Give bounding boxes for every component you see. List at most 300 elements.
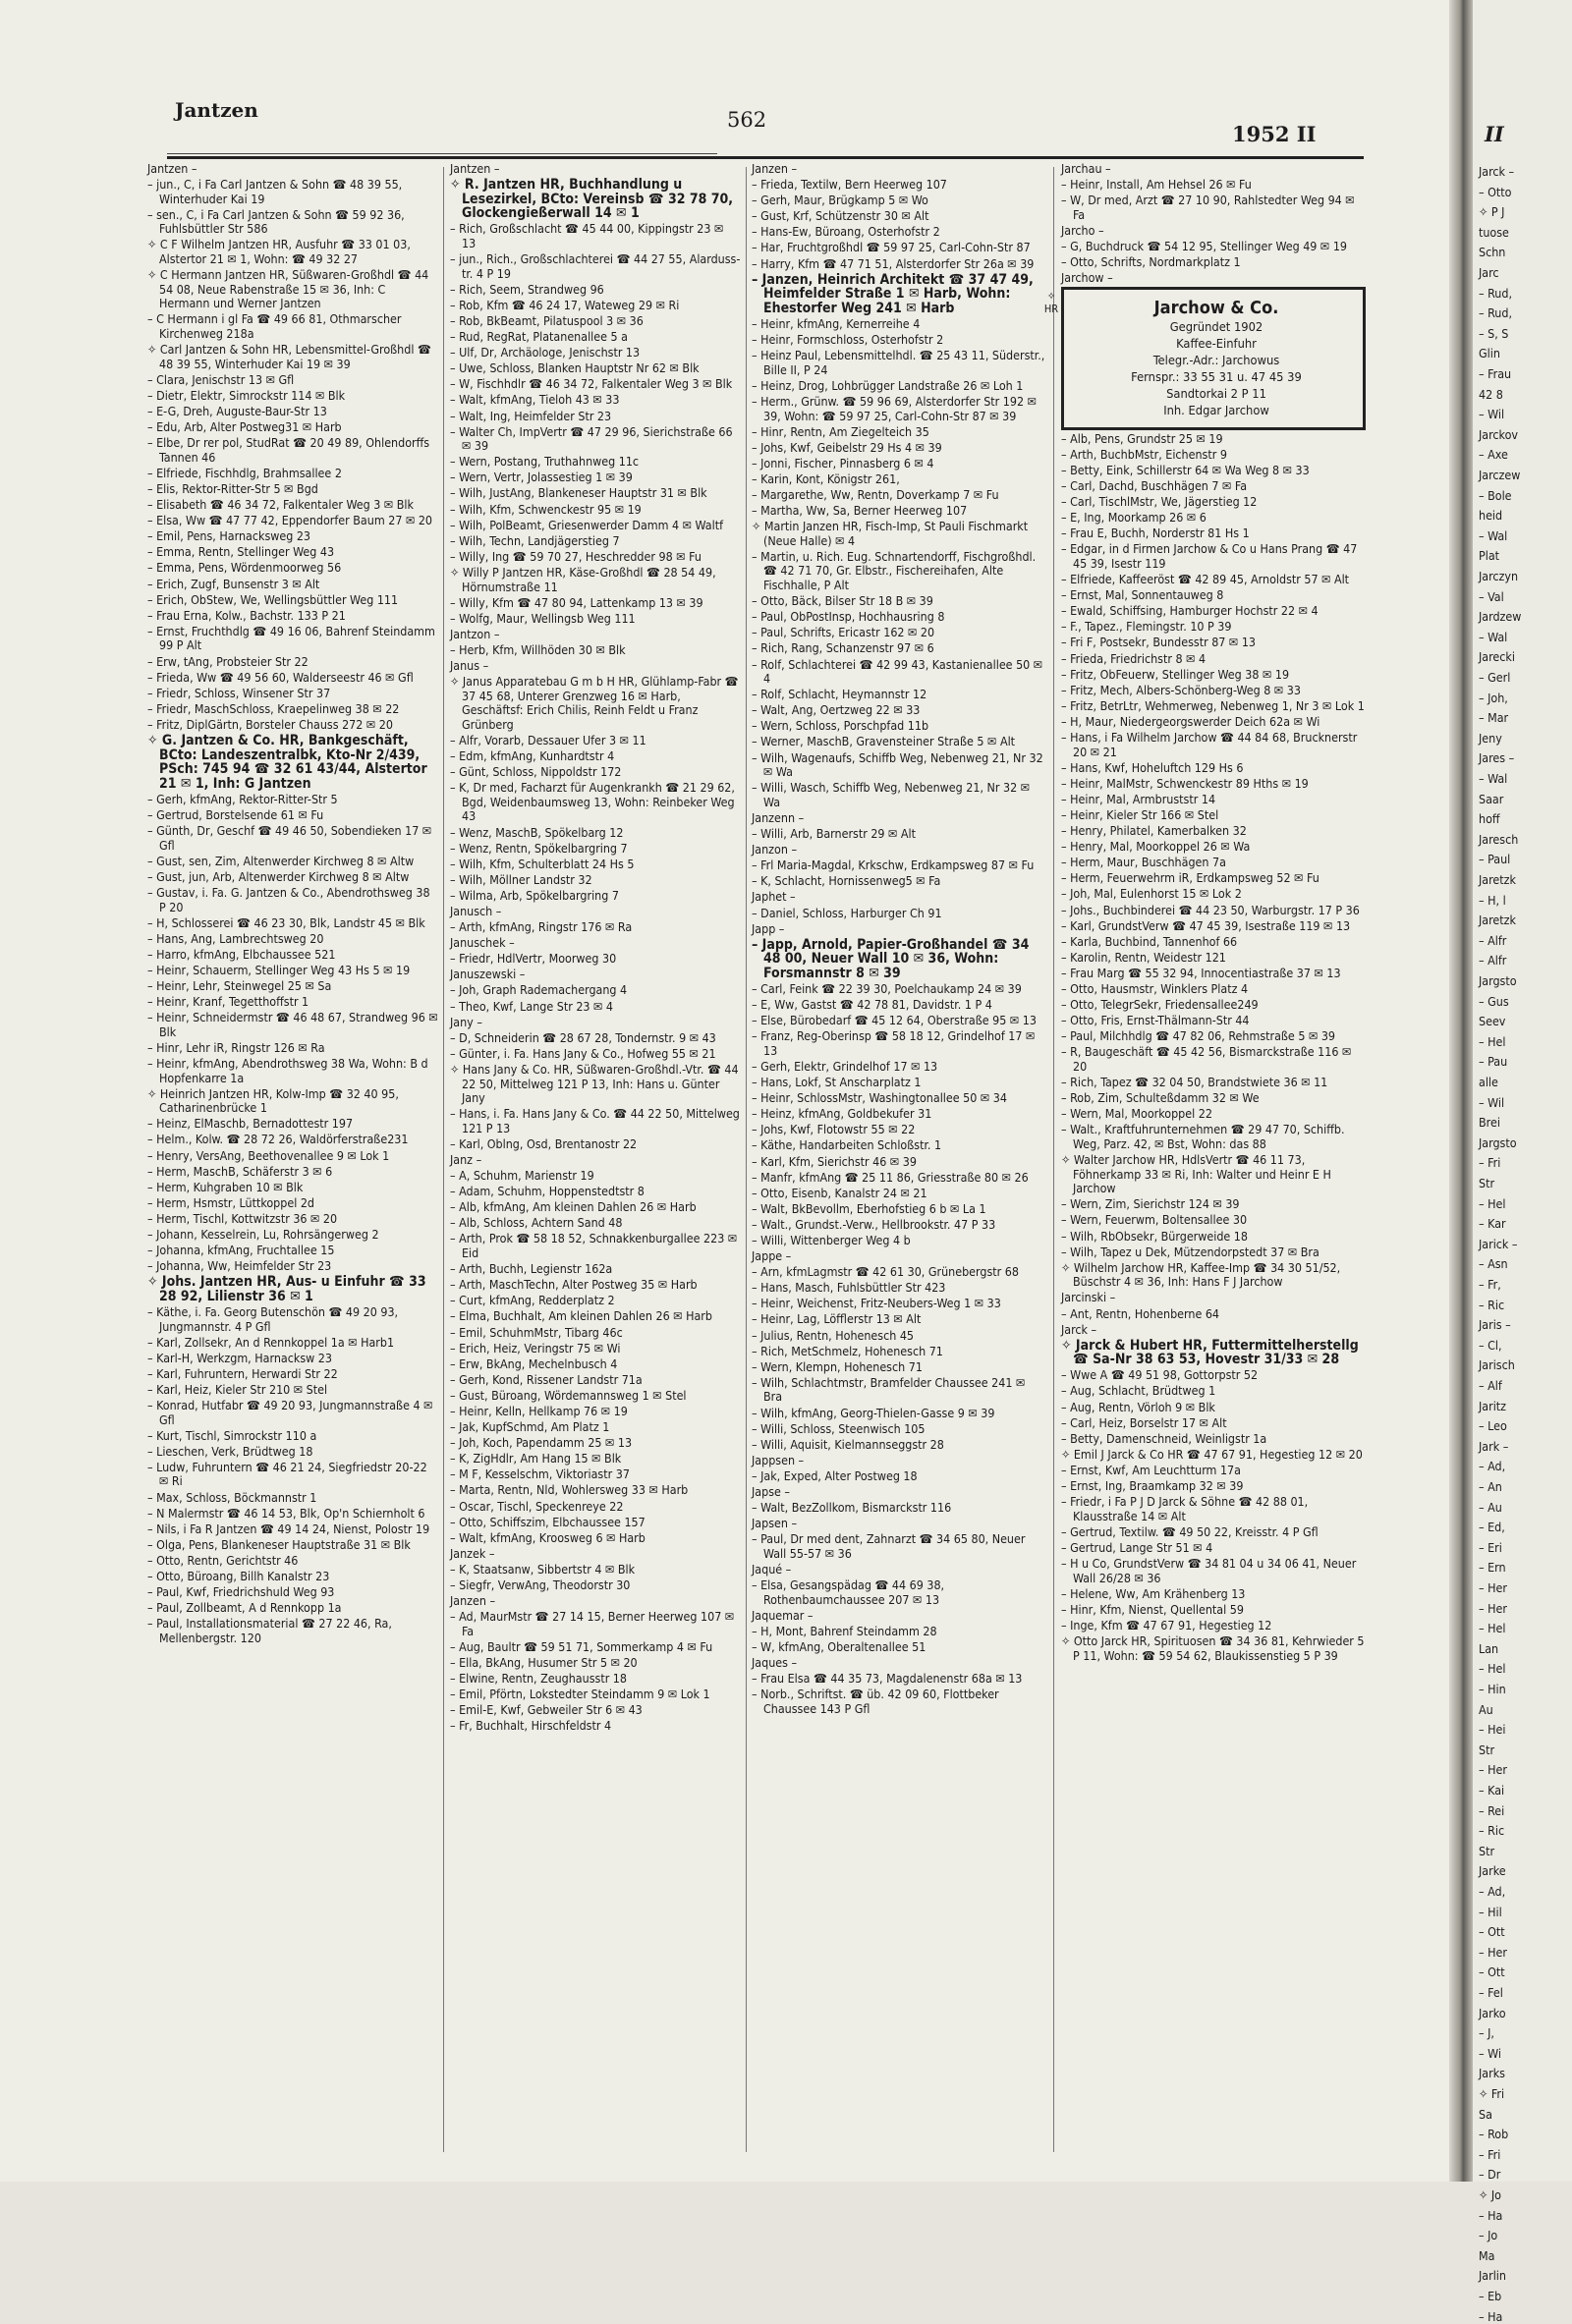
next-page-line: – Fel — [1479, 1985, 1503, 2000]
directory-entry: – A, Schuhm, Marienstr 19 — [450, 1168, 594, 1184]
directory-entry: – Emil, Pens, Harnacksweg 23 — [147, 528, 311, 544]
directory-entry: – Paul, Dr med dent, Zahnarzt ☎ 34 65 80, Neuer Wall 55-57 ✉ 36 — [752, 1531, 1026, 1561]
next-page-line: – Gerl — [1479, 670, 1511, 685]
directory-entry: – Wilh, Möllner Landstr 32 — [450, 871, 592, 887]
next-page-edge — [1473, 0, 1572, 2324]
next-page-line: Jarecki — [1479, 649, 1515, 665]
directory-entry: – Wilh, Wagenaufs, Schiffb Weg, Nebenweg 21, Nr 32 ✉ Wa — [752, 749, 1043, 780]
directory-entry: – Otto, Schrifts, Nordmarkplatz 1 — [1061, 254, 1241, 270]
directory-entry: – Günth, Dr, Geschf ☎ 49 46 50, Sobendieken 17 ✉ Gfl — [147, 823, 432, 853]
directory-entry: – Arth, Prok ☎ 58 18 52, Schnakkenburgallee 223 ✉ Eid — [450, 1231, 738, 1261]
next-page-line: – Ern — [1479, 1560, 1506, 1576]
directory-entry: – Gerh, kfmAng, Rektor-Ritter-Str 5 — [147, 791, 338, 806]
directory-entry: – Arth, MaschTechn, Alter Postweg 35 ✉ Harb — [450, 1277, 698, 1293]
directory-entry: – Karin, Kont, Königstr 261, — [752, 470, 900, 486]
surname-heading: Jaques – — [752, 1655, 798, 1670]
directory-entry: – Emma, Pens, Wördenmoorweg 56 — [147, 560, 342, 576]
next-page-line: – Kar — [1479, 1216, 1506, 1232]
next-page-line: Plat — [1479, 548, 1500, 564]
next-page-line: hoff — [1479, 811, 1500, 827]
directory-entry: – Heinr, Schauerm, Stellinger Weg 43 Hs 5 ✉ 19 — [147, 962, 411, 977]
directory-entry: – Friedr, i Fa P J D Jarck & Söhne ☎ 42 88 01, Klausstraße 14 ✉ Alt — [1061, 1494, 1309, 1523]
directory-entry: – Walt, Ing, Heimfelder Str 23 — [450, 408, 612, 423]
next-page-line: – Pau — [1479, 1054, 1508, 1070]
next-page-line: – Ed, — [1479, 1520, 1505, 1535]
next-page-line: – Fri — [1479, 1155, 1501, 1171]
next-page-line: Jarisch — [1479, 1357, 1515, 1373]
surname-heading: Japsen – — [752, 1516, 798, 1531]
directory-entry: – Walt., Kraftfuhrunternehmen ☎ 29 47 70, Schiffb. Weg, Parz. 42, ✉ Bst, Wohn: das 88 — [1061, 1122, 1345, 1151]
directory-entry: – Daniel, Schloss, Harburger Ch 91 — [752, 905, 942, 920]
next-page-line: – Hin — [1479, 1682, 1506, 1696]
directory-entry: ✧ R. Jantzen HR, Buchhandlung u Lesezirkel, BCto: Vereinsb ☎ 32 78 70, Glockengießerwall 14 ✉ 1 — [450, 177, 734, 222]
directory-entry: – Wilh, Schlachtmstr, Bramfelder Chaussee 241 ✉ Bra — [752, 1374, 1026, 1405]
directory-entry: – Hans, i Fa Wilhelm Jarchow ☎ 44 84 68, Brucknerstr 20 ✉ 21 — [1061, 730, 1358, 759]
directory-entry: – Herm, Kuhgraben 10 ✉ Blk — [147, 1179, 304, 1194]
page-header — [0, 0, 1464, 147]
next-page-line: heid — [1479, 508, 1503, 524]
ad-title: Jarchow & Co. — [1153, 298, 1279, 319]
surname-heading: Jappsen – — [752, 1452, 805, 1467]
directory-entry: – W, Dr med, Arzt ☎ 27 10 90, Rahlstedter Weg 94 ✉ Fa — [1061, 193, 1355, 222]
directory-entry: – Olga, Pens, Blankeneser Hauptstraße 31 ✉ Blk — [147, 1536, 411, 1552]
directory-entry: – Alfr, Vorarb, Dessauer Ufer 3 ✉ 11 — [450, 732, 646, 747]
next-page-line: – Alfr — [1479, 932, 1507, 948]
directory-entry: – Heinz, kfmAng, Goldbekufer 31 — [752, 1106, 932, 1122]
next-page-line: ✧ Fri — [1479, 2086, 1505, 2101]
next-page-line: Str — [1479, 1176, 1495, 1190]
directory-entry: – Kurt, Tischl, Simrockstr 110 a — [147, 1427, 317, 1443]
directory-entry: – Heinr, SchlossMstr, Washingtonallee 50 ✉ 34 — [752, 1090, 1007, 1106]
ad-address: Sandtorkai 2 P 11 — [1166, 387, 1266, 403]
directory-entry: – Gertrud, Textilw. ☎ 49 50 22, Kreisstr. 4 P Gfl — [1061, 1523, 1319, 1539]
next-page-line: Glin — [1479, 346, 1500, 361]
directory-entry: – sen., C, i Fa Carl Jantzen & Sohn ☎ 59 92 36, Fuhlsbüttler Str 586 — [147, 206, 405, 237]
directory-entry: – H, Mont, Bahrenf Steindamm 28 — [752, 1623, 937, 1638]
directory-entry: – K, Staatsanw, Sibbertstr 4 ✉ Blk — [450, 1561, 636, 1577]
directory-entry: – Karolin, Rentn, Weidestr 121 — [1061, 949, 1226, 965]
directory-entry: – Walt, kfmAng, Kroosweg 6 ✉ Harb — [450, 1529, 646, 1545]
directory-entry: – Erw, tAng, Probsteier Str 22 — [147, 653, 309, 669]
next-page-line: – Ad, — [1479, 1884, 1506, 1899]
header-rule-thin — [167, 153, 717, 154]
directory-entry: – Rich, Tapez ☎ 32 04 50, Brandstwiete 36 ✉ 11 — [1061, 1075, 1328, 1090]
surname-heading: Jappe – — [752, 1248, 792, 1264]
directory-entry: – Helm., Kolw. ☎ 28 72 26, Waldörferstraße231 — [147, 1132, 409, 1147]
directory-entry: – Heinr, kfmAng, Abendrothsweg 38 Wa, Wohn: B d Hopfenkarre 1a — [147, 1055, 428, 1085]
next-page-line: Jeny — [1479, 730, 1502, 746]
directory-entry: – Wern, Postang, Truthahnweg 11c — [450, 454, 640, 470]
directory-entry: – Alb, Schloss, Achtern Sand 48 — [450, 1215, 623, 1231]
surname-heading: Japp – — [752, 920, 785, 936]
directory-entry: – Oscar, Tischl, Speckenreye 22 — [450, 1498, 624, 1514]
directory-entry: – Johs., Buchbinderei ☎ 44 23 50, Warburgstr. 17 P 36 — [1061, 902, 1360, 917]
directory-entry: – Gerh, Maur, Brügkamp 5 ✉ Wo — [752, 193, 928, 208]
directory-entry: – Herm., Grünw. ☎ 59 96 69, Alsterdorfer Str 192 ✉ 39, Wohn: ☎ 59 97 25, Carl-Cohn-Str 87 ✉ 39 — [752, 393, 1037, 423]
directory-entry: – Rob, Kfm ☎ 46 24 17, Wateweg 29 ✉ Ri — [450, 297, 680, 312]
ad-side-mark: ✧ HR — [1043, 290, 1059, 316]
directory-entry: – Paul, Milchhdlg ☎ 47 82 06, Rehmstraße 5 ✉ 39 — [1061, 1028, 1336, 1044]
directory-entry: – Friedr, Schloss, Winsener Str 37 — [147, 685, 331, 700]
directory-entry: – Frau Erna, Kolw., Bachstr. 133 P 21 — [147, 607, 346, 623]
next-page-line: – S, S — [1479, 325, 1509, 341]
directory-entry: – Carl, TischlMstr, We, Jägerstieg 12 — [1061, 494, 1258, 510]
directory-entry: – Alb, Pens, Grundstr 25 ✉ 19 — [1061, 430, 1223, 446]
surname-heading: Jaqué – — [752, 1561, 792, 1577]
directory-entry: – Gust, Büroang, Wördemannsweg 1 ✉ Stel — [450, 1387, 687, 1403]
directory-entry: – Rich, Rang, Schanzenstr 97 ✉ 6 — [752, 640, 934, 656]
directory-entry: – Ernst, Ing, Braamkamp 32 ✉ 39 — [1061, 1478, 1244, 1494]
directory-entry: – Herm, Tischl, Kottwitzstr 36 ✉ 20 — [147, 1210, 338, 1226]
directory-entry: – Edgar, in d Firmen Jarchow & Co u Hans Prang ☎ 47 45 39, Isestr 119 — [1061, 541, 1358, 571]
directory-entry: – Joh, Koch, Papendamm 25 ✉ 13 — [450, 1435, 633, 1451]
directory-entry: – Käthe, Handarbeiten Schloßstr. 1 — [752, 1137, 942, 1153]
directory-entry: – Gustav, i. Fa. G. Jantzen & Co., Abendrothsweg 38 P 20 — [147, 884, 430, 914]
directory-entry: – Marta, Rentn, Nld, Wohlersweg 33 ✉ Harb — [450, 1482, 689, 1498]
next-page-line: – Val — [1479, 588, 1504, 604]
next-page-line: – Hel — [1479, 1033, 1506, 1049]
directory-entry: – Friedr, HdlVertr, Moorweg 30 — [450, 951, 617, 967]
next-page-line: Jaris – — [1479, 1317, 1511, 1333]
directory-entry: – Paul, Installationsmaterial ☎ 27 22 46, Ra, Mellenbergstr. 120 — [147, 1616, 392, 1645]
directory-entry: – Erich, ObStew, We, Wellingsbüttler Weg 111 — [147, 591, 399, 607]
directory-entry: – Heinr, Kelln, Hellkamp 76 ✉ 19 — [450, 1404, 628, 1418]
directory-entry: – Arth, kfmAng, Ringstr 176 ✉ Ra — [450, 919, 633, 935]
directory-entry: – E-G, Dreh, Auguste-Baur-Str 13 — [147, 404, 327, 418]
next-page-line: – An — [1479, 1479, 1502, 1494]
directory-entry: – Otto, Rentn, Gerichtstr 46 — [147, 1552, 299, 1568]
directory-entry: – Manfr, kfmAng ☎ 25 11 86, Griesstraße 80 ✉ 26 — [752, 1169, 1029, 1185]
directory-entry: – Adam, Schuhm, Hoppenstedtstr 8 — [450, 1184, 645, 1199]
directory-entry: – Frieda, Friedrichstr 8 ✉ 4 — [1061, 650, 1207, 666]
next-page-line: – Joh, — [1479, 690, 1508, 705]
directory-entry: – Inge, Kfm ☎ 47 67 91, Hegestieg 12 — [1061, 1617, 1272, 1632]
next-page-line: – Rud, — [1479, 305, 1512, 321]
directory-entry: – Jak, Exped, Alter Postweg 18 — [752, 1467, 918, 1483]
directory-entry: ✧ G. Jantzen & Co. HR, Bankgeschäft, BCto: Landeszentralbk, Kto-Nr 2/439, PSch: 745 94 ☎ 32 61 43/44, Alstertor 21 ✉ 1, Inh: G Jantzen — [147, 732, 427, 792]
next-page-line: – Dr — [1479, 2167, 1501, 2183]
directory-entry: – Heinr, Kieler Str 166 ✉ Stel — [1061, 807, 1219, 822]
directory-entry: – Heinr, Install, Am Hehsel 26 ✉ Fu — [1061, 177, 1252, 193]
next-page-line: – Mar — [1479, 710, 1509, 726]
surname-heading: Jantzen – — [450, 161, 500, 176]
directory-entry: – Heinr, Kranf, Tegetthoffstr 1 — [147, 994, 309, 1010]
directory-entry: – Johann, Kesselrein, Lu, Rohrsängerweg 2 — [147, 1226, 379, 1242]
directory-entry: – K, Dr med, Facharzt für Augenkrankh ☎ 21 29 62, Bgd, Weidenbaumsweg 13, Wohn: Reinbeker Weg 43 — [450, 780, 735, 824]
next-page-line: – Wal — [1479, 771, 1508, 786]
directory-entry: – Paul, ObPostInsp, Hochhausring 8 — [752, 609, 945, 625]
directory-entry: – Otto, Hausmstr, Winklers Platz 4 — [1061, 981, 1249, 997]
directory-entry: – Henry, Mal, Moorkoppel 26 ✉ Wa — [1061, 839, 1251, 855]
directory-entry: – Karl, Zollsekr, An d Rennkoppel 1a ✉ Harb1 — [147, 1334, 395, 1350]
next-page-line: Brei — [1479, 1115, 1500, 1131]
directory-entry: – Nils, i Fa R Jantzen ☎ 49 14 24, Nienst, Polostr 19 — [147, 1521, 430, 1536]
directory-entry: – Otto, Bäck, Bilser Str 18 B ✉ 39 — [752, 593, 933, 609]
next-page-line: Schn — [1479, 245, 1506, 260]
directory-entry: ✧ Carl Jantzen & Sohn HR, Lebensmittel-Großhdl ☎ 48 39 55, Winterhuder Kai 19 ✉ 39 — [147, 342, 431, 371]
directory-entry: – Martin, u. Rich. Eug. Schnartendorff, Fischgroßhdl. ☎ 42 71 70, Gr. Elbstr., Fischereihafen, Alte Fischhalle, P Alt — [752, 548, 1037, 593]
directory-entry: – Elsa, Gesangspädag ☎ 44 69 38, Rothenbaumchaussee 207 ✉ 13 — [752, 1577, 945, 1607]
directory-entry: – Wenz, MaschB, Spökelbarg 12 — [450, 824, 624, 840]
directory-entry: – Harry, Kfm ☎ 47 71 51, Alsterdorfer Str 26a ✉ 39 — [752, 255, 1035, 271]
directory-entry: – Herb, Kfm, Willhöden 30 ✉ Blk — [450, 641, 626, 657]
next-page-line: – Ha — [1479, 2207, 1503, 2223]
directory-entry: – Heinr, Lag, Löfflerstr 13 ✉ Alt — [752, 1311, 922, 1327]
directory-entry: – Walt, BezZollkom, Bismarckstr 116 — [752, 1500, 952, 1516]
directory-entry: – Arth, Buchh, Legienstr 162a — [450, 1261, 613, 1277]
next-page-line: – J, — [1479, 2025, 1494, 2041]
next-page-line: – Fr, — [1479, 1277, 1501, 1292]
directory-entry: – Wilh, Kfm, Schulterblatt 24 Hs 5 — [450, 856, 635, 871]
directory-entry: – Elwine, Rentn, Zeughausstr 18 — [450, 1671, 627, 1687]
next-page-line: – Ha — [1479, 2308, 1503, 2324]
directory-entry: – Herm, Maur, Buschhägen 7a — [1061, 855, 1226, 870]
next-page-line: – Gus — [1479, 993, 1509, 1009]
next-page-line: Jarks — [1479, 2066, 1505, 2081]
directory-entry: – Arn, kfmLagmstr ☎ 42 61 30, Grünebergstr 68 — [752, 1264, 1019, 1280]
directory-entry: – Elfriede, Kaffeeröst ☎ 42 89 45, Arnoldstr 57 ✉ Alt — [1061, 572, 1350, 587]
directory-entry: – Rich, Seem, Strandweg 96 — [450, 281, 604, 297]
directory-entry: ✧ Otto Jarck HR, Spirituosen ☎ 34 36 81, Kehrwieder 5 P 11, Wohn: ☎ 59 54 62, Blaukissenstieg 5 P 39 — [1061, 1632, 1365, 1663]
directory-entry: – Curt, kfmAng, Redderplatz 2 — [450, 1293, 615, 1308]
surname-heading: Janzek – — [450, 1545, 495, 1561]
directory-entry: – Hans, Ang, Lambrechtsweg 20 — [147, 930, 324, 946]
directory-entry: – Walt., Grundst.-Verw., Hellbrookstr. 47 P 33 — [752, 1216, 996, 1232]
directory-entry: – Ludw, Fuhruntern ☎ 46 21 24, Siegfriedstr 20-22 ✉ Ri — [147, 1459, 427, 1489]
directory-entry: – Heinr, Mal, Armbruststr 14 — [1061, 791, 1216, 806]
directory-entry: ✧ Emil J Jarck & Co HR ☎ 47 67 91, Hegestieg 12 ✉ 20 — [1061, 1446, 1363, 1462]
directory-entry: – Ella, BkAng, Husumer Str 5 ✉ 20 — [450, 1655, 638, 1670]
surname-heading: Jarcinski – — [1061, 1290, 1116, 1305]
directory-entry: – Johanna, kfmAng, Fruchtallee 15 — [147, 1243, 335, 1258]
next-page-line: – Her — [1479, 1600, 1507, 1616]
directory-entry: – Wwe A ☎ 49 51 98, Gottorpstr 52 — [1061, 1367, 1259, 1383]
directory-entry: – Karl, Fuhruntern, Herwardi Str 22 — [147, 1365, 338, 1381]
next-page-line: – Wi — [1479, 2045, 1501, 2061]
next-page-line: – Rob — [1479, 2127, 1509, 2142]
next-page-line: – Fri — [1479, 2146, 1501, 2162]
surname-heading: Janzenn – — [752, 809, 805, 825]
directory-entry: – Gerh, Elektr, Grindelhof 17 ✉ 13 — [752, 1058, 938, 1074]
next-page-line: – Ott — [1479, 1924, 1505, 1940]
directory-entry: – Otto, Fris, Ernst-Thälmann-Str 44 — [1061, 1013, 1250, 1028]
ad-phone: Fernspr.: 33 55 31 u. 47 45 39 — [1131, 370, 1302, 386]
directory-entry: – Gust, Krf, Schützenstr 30 ✉ Alt — [752, 208, 929, 224]
directory-entry: – H u Co, GrundstVerw ☎ 34 81 04 u 34 06 41, Neuer Wall 26/28 ✉ 36 — [1061, 1556, 1357, 1585]
surname-heading: Jantzon – — [450, 626, 500, 641]
directory-entry: – Janzen, Heinrich Architekt ☎ 37 47 49, Heimfelder Straße 1 ✉ Harb, Wohn: Ehestorfer Weg 241 ✉ Harb — [752, 271, 1034, 316]
directory-entry: – Willi, Schloss, Steenwisch 105 — [752, 1420, 926, 1436]
directory-entry: – Fritz, Mech, Albers-Schönberg-Weg 8 ✉ 33 — [1061, 682, 1301, 697]
next-page-line: Jares – — [1479, 750, 1515, 766]
column-divider — [1053, 167, 1054, 2152]
column-1 — [147, 161, 438, 2162]
directory-entry: – Harro, kfmAng, Elbchaussee 521 — [147, 946, 336, 962]
directory-entry: – Franz, Reg-Oberinsp ☎ 58 18 12, Grindelhof 17 ✉ 13 — [752, 1028, 1036, 1058]
next-page-header: II — [1485, 122, 1504, 146]
directory-entry: – M F, Kesselschm, Viktoriastr 37 — [450, 1466, 630, 1482]
directory-entry: – W, kfmAng, Oberaltenallee 51 — [752, 1638, 926, 1654]
directory-entry: – Fr, Buchhalt, Hirschfeldstr 4 — [450, 1718, 612, 1734]
directory-entry: – Heinr, Weichenst, Fritz-Neubers-Weg 1 ✉ 33 — [752, 1296, 1001, 1311]
next-page-line: Jarc — [1479, 265, 1499, 280]
next-page-line: ✧ Jo — [1479, 2187, 1501, 2202]
directory-entry: – Karl, Oblng, Osd, Brentanostr 22 — [450, 1135, 638, 1151]
directory-entry: – Henry, Philatel, Kamerbalken 32 — [1061, 823, 1247, 839]
column-divider — [746, 167, 747, 2152]
directory-entry: – Wilh, RbObsekr, Bürgerweide 18 — [1061, 1228, 1248, 1244]
directory-entry: – Arth, BuchbMstr, Eichenstr 9 — [1061, 446, 1227, 462]
next-page-line: Au — [1479, 1701, 1493, 1717]
directory-entry: – Karla, Buchbind, Tannenhof 66 — [1061, 933, 1238, 949]
directory-entry: – Walt, Ang, Oertzweg 22 ✉ 33 — [752, 702, 921, 718]
next-page-line: – Paul — [1479, 852, 1511, 867]
next-page-line: Seev — [1479, 1014, 1506, 1029]
directory-entry: – Wilma, Arb, Spökelbargring 7 — [450, 887, 619, 903]
directory-entry: – Hinr, Kfm, Nienst, Quellental 59 — [1061, 1601, 1244, 1617]
next-page-line: Jarke — [1479, 1863, 1506, 1879]
directory-entry: ✧ Hans Jany & Co. HR, Süßwaren-Großhdl.-Vtr. ☎ 44 22 50, Mittelweg 121 P 13, Inh: Hans u. Günter Jany — [450, 1061, 739, 1106]
directory-entry: – Günter, i. Fa. Hans Jany & Co., Hofweg 55 ✉ 21 — [450, 1045, 716, 1061]
directory-entry: – Max, Schloss, Böckmannstr 1 — [147, 1489, 317, 1505]
directory-entry: – E, Ww, Gastst ☎ 42 78 81, Davidstr. 1 P 4 — [752, 997, 992, 1013]
directory-entry: – Wern, Feuerwm, Boltensallee 30 — [1061, 1212, 1248, 1228]
surname-heading: Janz – — [450, 1152, 482, 1167]
directory-entry: – Ad, MaurMstr ☎ 27 14 15, Berner Heerweg 107 ✉ Fa — [450, 1609, 735, 1638]
directory-entry: – Elfriede, Fischhdlg, Brahmsallee 2 — [147, 465, 342, 480]
next-page-line: Lan — [1479, 1640, 1499, 1656]
next-page-line: – Axe — [1479, 447, 1508, 463]
directory-entry: – Gertrud, Lange Str 51 ✉ 4 — [1061, 1539, 1213, 1555]
ad-founded: Gegründet 1902 — [1169, 320, 1263, 336]
directory-entry: – Otto, TelegrSekr, Friedensallee249 — [1061, 997, 1259, 1013]
directory-entry: – Otto, Schiffszim, Elbchaussee 157 — [450, 1514, 646, 1529]
next-page-line: 42 8 — [1479, 386, 1503, 402]
directory-entry: – Edu, Arb, Alter Postweg31 ✉ Harb — [147, 419, 342, 435]
next-page-line: Str — [1479, 1742, 1495, 1757]
next-page-line: – Ad, — [1479, 1459, 1506, 1474]
directory-entry: – Uwe, Schloss, Blanken Hauptstr Nr 62 ✉ Blk — [450, 360, 700, 376]
directory-entry: – Aug, Schlacht, Brüdtweg 1 — [1061, 1383, 1216, 1399]
next-page-line: – Her — [1479, 1762, 1507, 1778]
next-page-line: – Frau — [1479, 366, 1512, 381]
directory-entry: – Carl, Dachd, Buschhägen 7 ✉ Fa — [1061, 478, 1248, 494]
directory-entry: – Rolf, Schlachterei ☎ 42 99 43, Kastanienallee 50 ✉ 4 — [752, 656, 1043, 687]
directory-entry: – Erich, Zugf, Bunsenstr 3 ✉ Alt — [147, 576, 320, 591]
next-page-line: – Wil — [1479, 407, 1505, 422]
directory-entry: – Ernst, Fruchthdlg ☎ 49 16 06, Bahrenf Steindamm 99 P Alt — [147, 623, 435, 653]
directory-entry: – Aug, Rentn, Vörloh 9 ✉ Blk — [1061, 1399, 1215, 1414]
directory-entry: – Wern, Klempn, Hohenesch 71 — [752, 1358, 923, 1374]
next-page-line: – Kai — [1479, 1783, 1505, 1798]
directory-entry: – Hinr, Lehr iR, Ringstr 126 ✉ Ra — [147, 1039, 325, 1055]
running-head-left: Jantzen — [175, 98, 258, 122]
directory-entry: – Willy, Kfm ☎ 47 80 94, Lattenkamp 13 ✉ 39 — [450, 594, 703, 610]
next-page-line: – Alfr — [1479, 953, 1507, 968]
directory-entry: – Frau Marg ☎ 55 32 94, Innocentiastraße 37 ✉ 13 — [1061, 965, 1341, 980]
directory-entry: ✧ Martin Janzen HR, Fisch-Imp, St Pauli Fischmarkt (Neue Halle) ✉ 4 — [752, 519, 1029, 548]
directory-entry: – F., Tapez., Flemingstr. 10 P 39 — [1061, 619, 1232, 635]
directory-entry: ✧ C F Wilhelm Jantzen HR, Ausfuhr ☎ 33 01 03, Alstertor 21 ✉ 1, Wohn: ☎ 49 32 27 — [147, 237, 411, 267]
next-page-line: – Wal — [1479, 629, 1508, 644]
directory-entry: – D, Schneiderin ☎ 28 67 28, Tondernstr. 9 ✉ 43 — [450, 1029, 716, 1045]
directory-entry: – Lieschen, Verk, Brüdtweg 18 — [147, 1443, 313, 1459]
directory-entry: – C Hermann i gl Fa ☎ 49 66 81, Othmarscher Kirchenweg 218a — [147, 311, 402, 342]
next-page-line: alle — [1479, 1075, 1498, 1089]
directory-entry: – Emil-E, Kwf, Gebweiler Str 6 ✉ 43 — [450, 1702, 643, 1718]
directory-entry: – jun., Rich., Großschlachterei ☎ 44 27 55, Alardusstr. 4 P 19 — [450, 251, 741, 281]
directory-entry: – Hans, i. Fa. Hans Jany & Co. ☎ 44 22 50, Mittelweg 121 P 13 — [450, 1106, 740, 1135]
directory-entry: – Wilh, Kfm, Schwenckestr 95 ✉ 19 — [450, 501, 642, 517]
next-page-line: – Hel — [1479, 1661, 1506, 1677]
page-number: 562 — [727, 108, 767, 132]
directory-entry: – Johs, Kwf, Flotowstr 55 ✉ 22 — [752, 1122, 916, 1137]
book-gutter — [1449, 0, 1473, 2182]
directory-entry: – Johs, Kwf, Geibelstr 29 Hs 4 ✉ 39 — [752, 439, 942, 455]
directory-entry: – Wern, Mal, Moorkoppel 22 — [1061, 1106, 1212, 1122]
next-page-line: Sa — [1479, 2106, 1492, 2122]
directory-entry: – Ernst, Kwf, Am Leuchtturm 17a — [1061, 1462, 1241, 1477]
directory-entry: – Willi, Arb, Barnerstr 29 ✉ Alt — [752, 826, 917, 842]
directory-entry: – jun., C, i Fa Carl Jantzen & Sohn ☎ 48 39 55, Winterhuder Kai 19 — [147, 177, 403, 206]
directory-entry: – N Malermstr ☎ 46 14 53, Blk, Op'n Schiernholt 6 — [147, 1505, 425, 1521]
header-rule — [167, 156, 1364, 159]
directory-entry: – Joh, Mal, Eulenhorst 15 ✉ Lok 2 — [1061, 886, 1242, 902]
directory-entry: – Hans, Masch, Fuhlsbüttler Str 423 — [752, 1280, 946, 1296]
directory-entry: – Paul, Schrifts, Ericastr 162 ✉ 20 — [752, 625, 935, 640]
directory-entry: – Johanna, Ww, Heimfelder Str 23 — [147, 1258, 332, 1274]
next-page-line: Jark – — [1479, 1438, 1509, 1454]
next-page-line: Jaritz — [1479, 1398, 1507, 1413]
directory-entry: – Hans, Lokf, St Anscharplatz 1 — [752, 1075, 922, 1090]
directory-entry: – Fri F, Postsekr, Bundesstr 87 ✉ 13 — [1061, 635, 1256, 650]
directory-entry: – Konrad, Hutfabr ☎ 49 20 93, Jungmannstraße 4 ✉ Gfl — [147, 1398, 433, 1427]
directory-entry: – Walt, kfmAng, Tieloh 43 ✉ 33 — [450, 392, 620, 408]
column-divider — [443, 167, 444, 2152]
next-page-line: – Leo — [1479, 1418, 1507, 1434]
directory-entry: – Willi, Aquisit, Kielmannseggstr 28 — [752, 1436, 944, 1452]
next-page-line: – Wal — [1479, 527, 1508, 543]
directory-entry: – Jak, KupfSchmd, Am Platz 1 — [450, 1419, 610, 1435]
next-page-line: Jaresch — [1479, 831, 1519, 847]
next-page-line: ✧ P J — [1479, 204, 1505, 220]
directory-entry: – Betty, Damenschneid, Weinligstr 1a — [1061, 1430, 1267, 1446]
directory-entry: – Karl-H, Werkzgm, Harnacksw 23 — [147, 1350, 332, 1365]
directory-entry: – W, Fischhdlr ☎ 46 34 72, Falkentaler Weg 3 ✉ Blk — [450, 376, 733, 392]
directory-entry: – Joh, Graph Rademachergang 4 — [450, 982, 628, 998]
directory-entry: – Herm, Hsmstr, Lüttkoppel 2d — [147, 1194, 314, 1210]
directory-entry: – Heinr, Lehr, Steinwegel 25 ✉ Sa — [147, 977, 332, 993]
next-page-line: Saar — [1479, 791, 1504, 806]
surname-heading: Jarcho – — [1061, 222, 1104, 238]
next-page-line: – Hei — [1479, 1722, 1506, 1738]
directory-entry: – Paul, Kwf, Friedrichshuld Weg 93 — [147, 1584, 335, 1600]
directory-entry: – Rolf, Schlacht, Heymannstr 12 — [752, 687, 927, 702]
next-page-line: – Eb — [1479, 2289, 1502, 2303]
directory-entry: – Elsa, Ww ☎ 47 77 42, Eppendorfer Baum 27 ✉ 20 — [147, 513, 433, 528]
directory-entry: – Otto, Eisenb, Kanalstr 24 ✉ 21 — [752, 1185, 927, 1200]
directory-entry: – Henry, VersAng, Beethovenallee 9 ✉ Lok 1 — [147, 1147, 390, 1163]
directory-entry: – Hans-Ew, Büroang, Osterhofstr 2 — [752, 224, 940, 240]
directory-entry: – Gust, sen, Zim, Altenwerder Kirchweg 8 ✉ Altw — [147, 853, 415, 868]
next-page-line: – Otto — [1479, 184, 1512, 199]
directory-entry: – Japp, Arnold, Papier-Großhandel ☎ 34 48 00, Neuer Wall 10 ✉ 36, Wohn: Forsmannstr 8 ✉ 39 — [752, 936, 1030, 981]
directory-entry: – Gust, jun, Arb, Altenwerder Kirchweg 8 ✉ Altw — [147, 868, 410, 884]
directory-entry: – Otto, Büroang, Billh Kanalstr 23 — [147, 1569, 330, 1584]
next-page-line: Jaretzk — [1479, 872, 1516, 887]
directory-entry: – Wilh, kfmAng, Georg-Thielen-Gasse 9 ✉ 39 — [752, 1405, 995, 1420]
directory-entry: – Rob, BkBeamt, Pilatuspool 3 ✉ 36 — [450, 312, 644, 328]
